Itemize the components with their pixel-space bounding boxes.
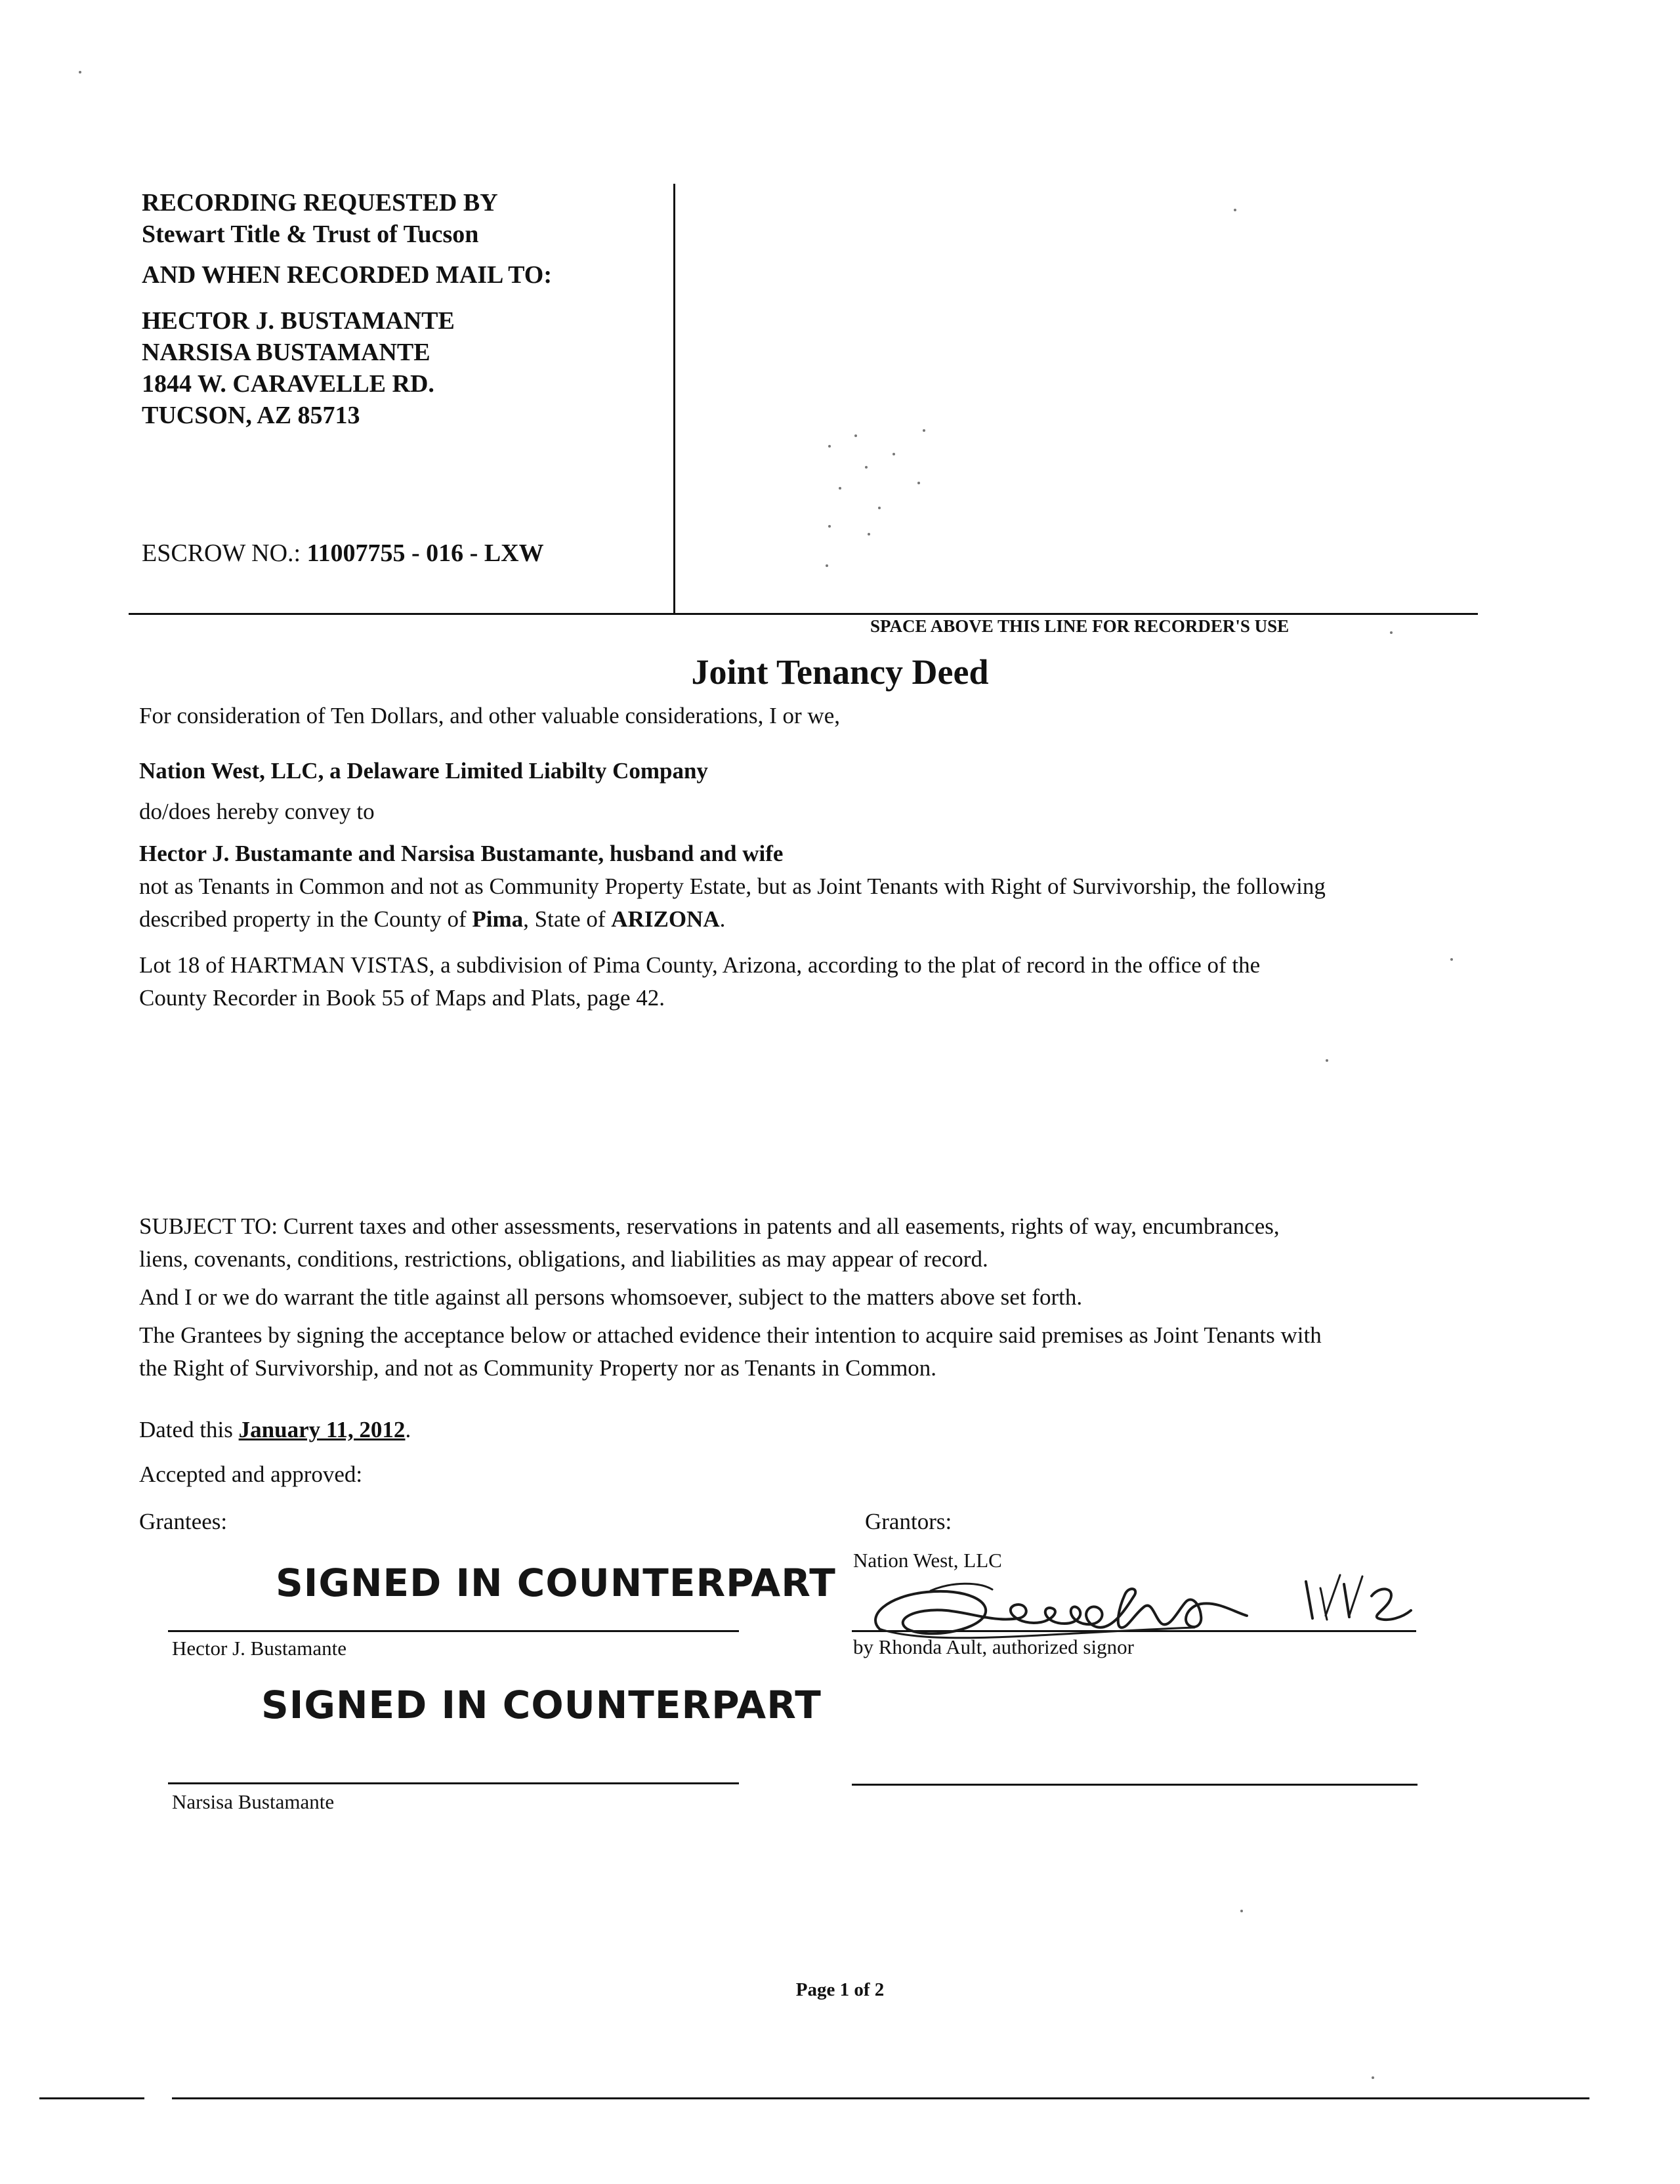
grantee-2-name: Narsisa Bustamante xyxy=(172,1790,335,1813)
recorder-speck xyxy=(826,564,828,567)
subject-to-2: liens, covenants, conditions, restrictions, obligations, and liabilities as may appear of record. xyxy=(139,1246,988,1272)
mail-line-3: 1844 W. CARAVELLE RD. xyxy=(142,370,434,398)
recorder-speck xyxy=(854,434,857,437)
grantee-1-name: Hector J. Bustamante xyxy=(172,1637,347,1660)
header-vertical-divider xyxy=(673,184,675,614)
dated-line xyxy=(139,1414,411,1446)
legal-description-2: County Recorder in Book 55 of Maps and Plats, page 42. xyxy=(139,985,665,1011)
escrow-label: ESCROW NO.: xyxy=(142,539,301,567)
dated-value: January 11, 2012 xyxy=(238,1417,406,1442)
signed-in-counterpart-stamp-2: SIGNED IN COUNTERPART xyxy=(261,1683,822,1727)
legal-description-1: Lot 18 of HARTMAN VISTAS, a subdivision of Pima County, Arizona, according to the plat of record in the office of the xyxy=(139,952,1261,978)
footer-rule-main xyxy=(172,2097,1589,2099)
scan-speck xyxy=(1326,1059,1328,1062)
handwritten-signature xyxy=(853,1555,1444,1654)
convey-phrase: do/does hereby convey to xyxy=(139,799,375,824)
dated-suffix: . xyxy=(405,1417,411,1442)
tenancy-text-2 xyxy=(139,903,725,936)
scan-speck xyxy=(1234,209,1236,211)
grantees-label: Grantees: xyxy=(139,1509,228,1534)
recorder-line xyxy=(129,613,1478,615)
escrow-line xyxy=(142,538,544,568)
tenancy-text-1: not as Tenants in Common and not as Community Property Estate, but as Joint Tenants with Right of Survivorship, the following xyxy=(139,873,1326,899)
footer-rule-left xyxy=(39,2097,144,2099)
county: Pima xyxy=(472,906,524,932)
recorder-speck xyxy=(865,466,868,469)
scan-speck xyxy=(1240,1910,1243,1912)
state: ARIZONA xyxy=(611,906,720,932)
recorder-speck xyxy=(878,507,881,509)
recorder-speck xyxy=(923,429,925,432)
escrow-number: 11007755 - 016 - LXW xyxy=(306,539,544,567)
scan-speck xyxy=(1372,2076,1374,2079)
dated-prefix: Dated this xyxy=(139,1417,239,1442)
grantees-clause-1: The Grantees by signing the acceptance below or attached evidence their intention to acquire said premises as Joint Tenants with xyxy=(139,1322,1322,1348)
tenancy-text-2-prefix: described property in the County of xyxy=(139,906,472,932)
warranty-text: And I or we do warrant the title against all persons whomsoever, subject to the matters above set forth. xyxy=(139,1284,1083,1310)
recorder-speck xyxy=(892,453,895,455)
consideration-text: For consideration of Ten Dollars, and other valuable considerations, I or we, xyxy=(139,703,840,728)
accepted-text: Accepted and approved: xyxy=(139,1461,363,1487)
deed-title: Joint Tenancy Deed xyxy=(691,652,989,692)
signed-in-counterpart-stamp-1: SIGNED IN COUNTERPART xyxy=(276,1561,836,1605)
page-number: Page 1 of 2 xyxy=(795,1979,885,2000)
grantor-company: Nation West, LLC xyxy=(853,1549,1002,1572)
recorder-note: SPACE ABOVE THIS LINE FOR RECORDER'S USE xyxy=(870,616,1290,636)
second-grantor-signature-line xyxy=(852,1784,1418,1786)
recording-requested-label: RECORDING REQUESTED BY xyxy=(142,189,498,217)
tenancy-text-2-end: . xyxy=(719,906,726,932)
grantors-label: Grantors: xyxy=(865,1509,952,1534)
scan-speck xyxy=(79,71,81,74)
grantor-signer: by Rhonda Ault, authorized signor xyxy=(853,1635,1134,1658)
requested-by-name: Stewart Title & Trust of Tucson xyxy=(142,220,479,248)
recorder-speck xyxy=(828,525,831,528)
mail-line-2: NARSISA BUSTAMANTE xyxy=(142,339,430,366)
tenancy-text-2-mid: , State of xyxy=(523,906,612,932)
subject-to-1: SUBJECT TO: Current taxes and other assessments, reservations in patents and all easements, rights of way, encumbrances, xyxy=(139,1213,1280,1239)
mail-line-4: TUCSON, AZ 85713 xyxy=(142,402,360,429)
grantee-names: Hector J. Bustamante and Narsisa Bustamante, husband and wife xyxy=(139,841,784,866)
recorder-speck xyxy=(868,533,870,536)
grantor-entity: Nation West, LLC, a Delaware Limited Liabilty Company xyxy=(139,758,708,784)
mail-to-label: AND WHEN RECORDED MAIL TO: xyxy=(142,261,552,289)
grantee-1-signature-line xyxy=(168,1630,739,1632)
recorder-speck xyxy=(839,487,841,490)
scan-speck xyxy=(1390,631,1393,634)
recorder-speck xyxy=(828,445,831,448)
grantees-clause-2: the Right of Survivorship, and not as Community Property nor as Tenants in Common. xyxy=(139,1355,937,1381)
recorder-speck xyxy=(917,482,920,484)
scan-speck xyxy=(1450,958,1453,961)
mail-line-1: HECTOR J. BUSTAMANTE xyxy=(142,307,455,335)
grantee-2-signature-line xyxy=(168,1782,739,1784)
